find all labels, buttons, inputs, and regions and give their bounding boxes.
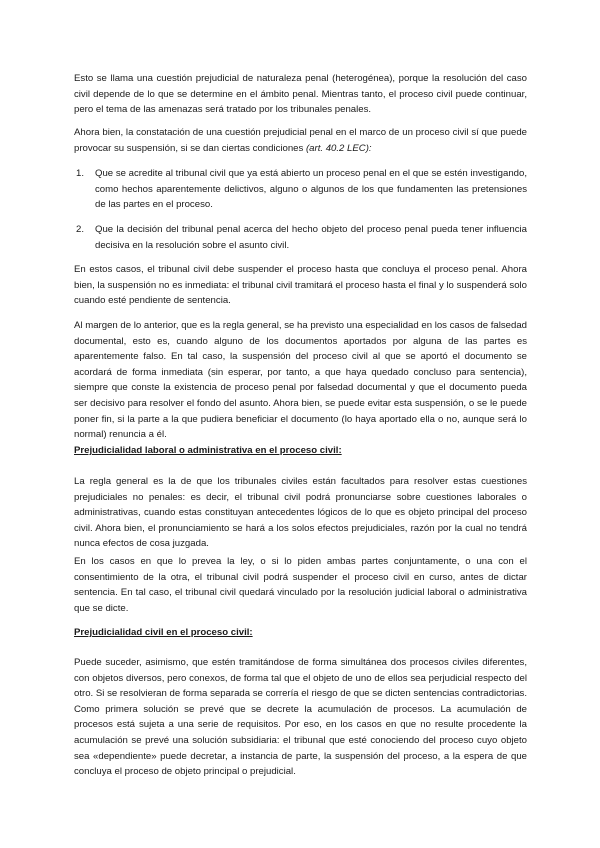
section-heading: Prejudicialidad civil en el proceso civil: bbox=[74, 627, 253, 638]
paragraph: Esto se llama una cuestión prejudicial de naturaleza penal (heterogénea), porque la resolución del caso civil depende de lo que se determine en el ámbito penal. Mientras tanto, el proceso civil puede continuar, pero el tema de las amenazas será tratado por los tribunales penales. bbox=[74, 73, 527, 116]
paragraph: La regla general es la de que los tribunales civiles están facultados para resolver estas cuestiones prejudiciales no penales: es decir, el tribunal civil podrá pronunciarse sobre cuestiones laborales o administrativas, cuando estas constituyan antecedentes lógicos de lo que es objeto principal del proceso civil. Ahora bien, el pronunciamiento se hará a los solos efectos prejudiciales, razón por la cual no tendrá nunca efectos de cosa juzgada. bbox=[74, 476, 527, 550]
paragraph: Puede suceder, asimismo, que estén tramitándose de forma simultánea dos procesos civiles diferentes, con objetos diversos, pero conexos, de forma tal que el objeto de uno de ellos sea perjudicial respecto del otro. Si se resolvieran de forma separada se correría el riesgo de que se dicten sentencias contradictorias. Como primera solución se prevé que se decrete la acumulación de procesos. La acumulación de procesos está sujeta a una serie de requisitos. Por eso, en los casos en que no resulte procedente la acumulación se prevé una solución subsidiaria: el tribunal que esté conociendo del proceso cuyo objeto sea «dependiente» puede decretar, a instancia de parte, la suspensión del proceso, a la espera de que concluya el proceso de objeto principal o prejudicial. bbox=[74, 657, 527, 778]
list-item-text: Que se acredite al tribunal civil que ya está abierto un proceso penal en el que se estén investigando, como hechos aparentemente delictivos, alguno o algunos de los que fundamenten las pretensiones de las partes en el proceso. bbox=[95, 168, 527, 211]
paragraph-text: Ahora bien, la constatación de una cuestión prejudicial penal en el marco de un proceso civil sí que puede provocar su suspensión, si se dan ciertas condiciones bbox=[74, 127, 527, 154]
paragraph: Al margen de lo anterior, que es la regla general, se ha previsto una especialidad en los casos de falsedad documental, esto es, cuando alguno de los documentos aportados por alguna de las partes es aparentemente falso. En tal caso, la suspensión del proceso civil al que se aportó el documento se acordará de forma inmediata (sin esperar, por tanto, a que haya quedado concluso para sentencia), siempre que conste la existencia de proceso penal por falsedad documental y que el documento pueda ser decisivo para resolver el fondo del asunto. Ahora bien, se puede evitar esta suspensión, o se le puede poner fin, si la parte a la que pudiera beneficiar el documento (lo haya aportado ella o no, aunque será lo normal) renuncia a él. bbox=[74, 320, 527, 441]
paragraph: En estos casos, el tribunal civil debe suspender el proceso hasta que concluya el proceso penal. Ahora bien, la suspensión no es inmediata: el tribunal civil tramitará el proceso hasta el final y lo suspenderá solo cuando esté pendiente de sentencia. bbox=[74, 264, 527, 307]
section-heading: Prejudicialidad laboral o administrativa en el proceso civil: bbox=[74, 445, 342, 456]
legal-reference: (art. 40.2 LEC): bbox=[305, 142, 372, 154]
list-number: 1. bbox=[76, 168, 85, 179]
list-number: 2. bbox=[76, 224, 85, 235]
paragraph: En los casos en que lo prevea la ley, o si lo piden ambas partes conjuntamente, o una con el consentimiento de la otra, el tribunal civil podrá suspender el proceso civil en curso, antes de dictar sentencia. En tal caso, el tribunal civil quedará vinculado por la resolución judicial laboral o administrativa que se dicte. bbox=[74, 556, 527, 614]
paragraph bbox=[74, 125, 527, 156]
list-item bbox=[76, 166, 527, 213]
list-item-text: Que la decisión del tribunal penal acerca del hecho objeto del proceso penal pueda tener influencia decisiva en la resolución sobre el asunto civil. bbox=[95, 224, 527, 251]
list-item bbox=[76, 222, 527, 253]
